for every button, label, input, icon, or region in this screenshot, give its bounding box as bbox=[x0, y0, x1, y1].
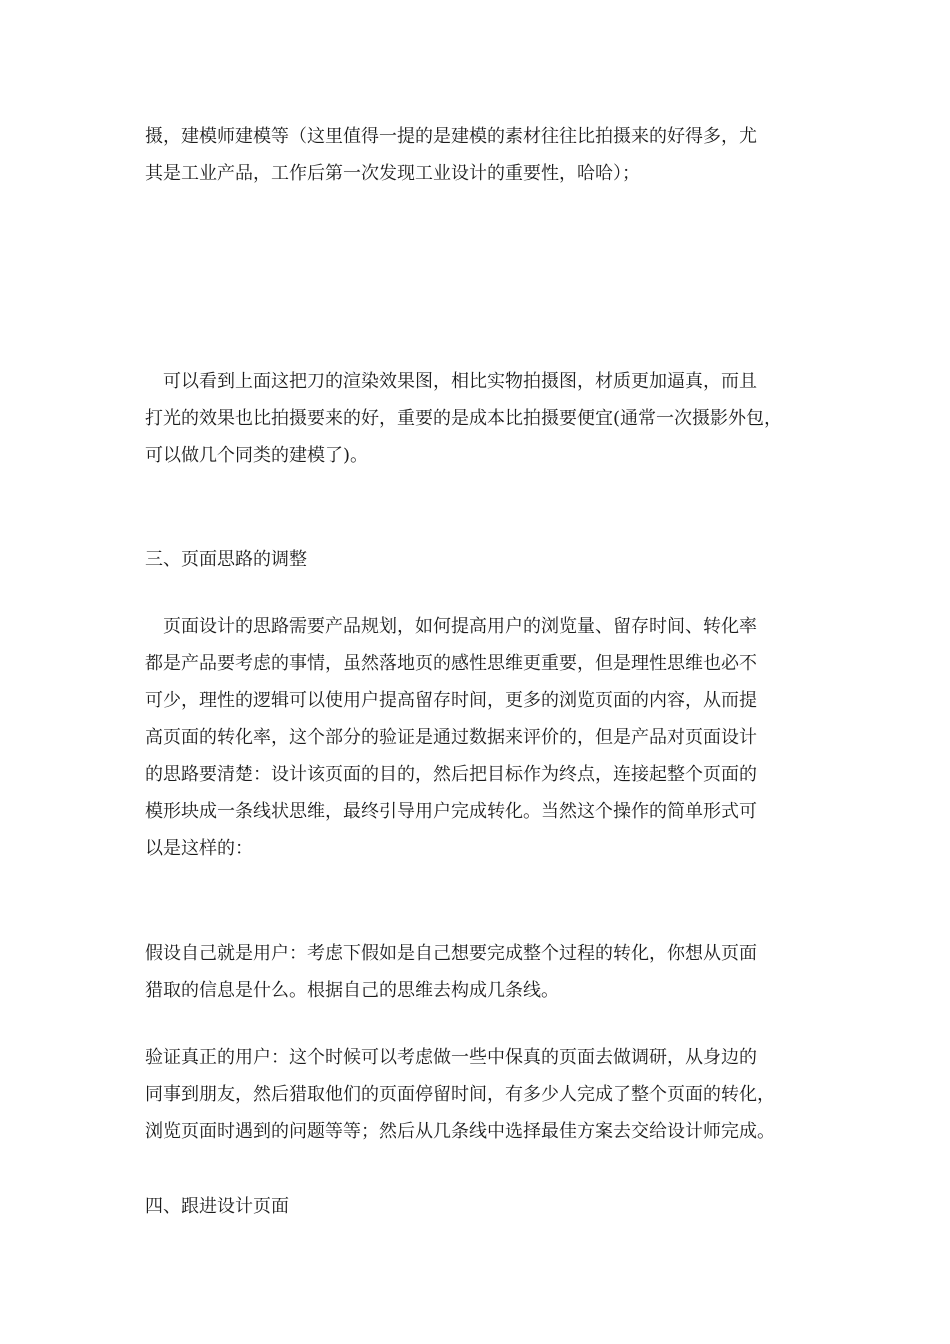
text-line: 模形块成一条线状思维，最终引导用户完成转化。当然这个操作的简单形式可 bbox=[145, 801, 757, 822]
section-heading-3: 三、页面思路的调整 bbox=[145, 549, 307, 570]
section-heading-4: 四、跟进设计页面 bbox=[145, 1196, 289, 1217]
text-line: 的思路要清楚：设计该页面的目的，然后把目标作为终点，连接起整个页面的 bbox=[145, 764, 757, 785]
text-line: 都是产品要考虑的事情，虽然落地页的感性思维更重要，但是理性思维也必不 bbox=[145, 653, 757, 674]
text-line: 假设自己就是用户：考虑下假如是自己想要完成整个过程的转化，你想从页面 bbox=[145, 943, 757, 964]
text-line: 可以做几个同类的建模了)。 bbox=[145, 445, 369, 466]
text-line: 同事到朋友，然后猎取他们的页面停留时间，有多少人完成了整个页面的转化， bbox=[145, 1084, 775, 1105]
text-line: 摄，建模师建模等（这里值得一提的是建模的素材往往比拍摄来的好得多，尤 bbox=[145, 126, 757, 147]
text-line: 可以看到上面这把刀的渲染效果图，相比实物拍摄图，材质更加逼真，而且 bbox=[163, 371, 757, 392]
text-line: 以是这样的： bbox=[145, 838, 253, 859]
text-line: 页面设计的思路需要产品规划，如何提高用户的浏览量、留存时间、转化率 bbox=[163, 616, 757, 637]
text-line: 可少，理性的逻辑可以使用户提高留存时间，更多的浏览页面的内容，从而提 bbox=[145, 690, 757, 711]
text-line: 浏览页面时遇到的问题等等；然后从几条线中选择最佳方案去交给设计师完成。 bbox=[145, 1121, 775, 1142]
text-line: 其是工业产品，工作后第一次发现工业设计的重要性，哈哈）； bbox=[145, 163, 640, 184]
text-line: 验证真正的用户：这个时候可以考虑做一些中保真的页面去做调研，从身边的 bbox=[145, 1047, 757, 1068]
text-line: 打光的效果也比拍摄要来的好，重要的是成本比拍摄要便宜(通常一次摄影外包， bbox=[145, 408, 783, 429]
text-line: 高页面的转化率，这个部分的验证是通过数据来评价的，但是产品对页面设计 bbox=[145, 727, 757, 748]
text-line: 猎取的信息是什么。根据自己的思维去构成几条线。 bbox=[145, 980, 559, 1001]
